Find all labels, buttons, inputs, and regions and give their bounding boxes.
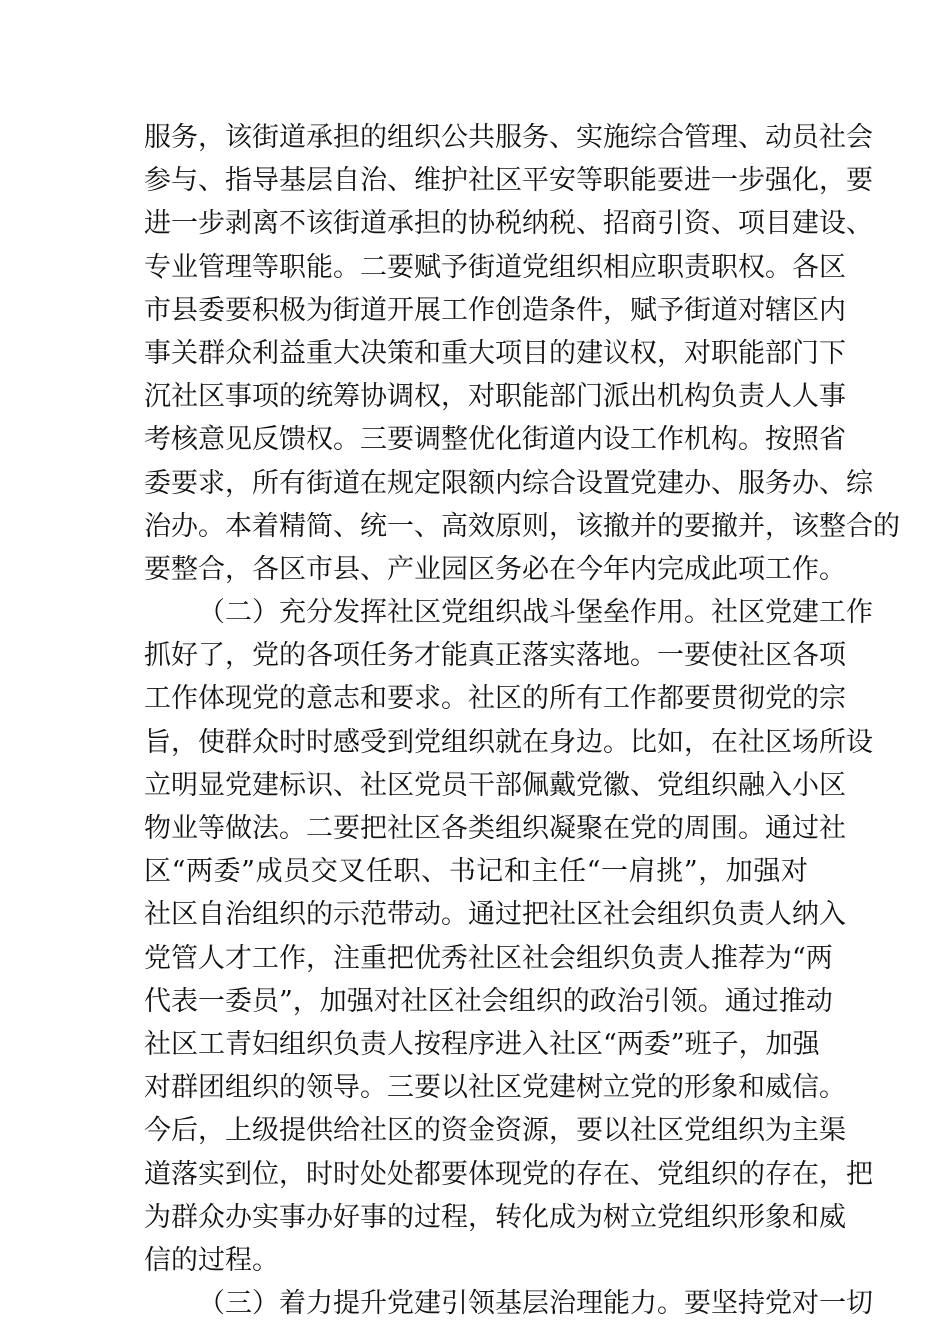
text-line: 党管人才工作，注重把优秀社区社会组织负责人推荐为“两 <box>144 942 833 974</box>
text-line: 信的过程。 <box>144 1244 279 1276</box>
text-line: 抓好了，党的各项任务才能真正落实落地。一要使社区各项 <box>144 640 846 672</box>
document-body <box>144 116 900 1325</box>
text-line: 代表一委员”，加强对社区社会组织的政治引领。通过推动 <box>144 985 833 1017</box>
text-line: 要整合，各区市县、产业园区务必在今年内完成此项工作。 <box>144 553 846 585</box>
text-line: 社区自治组织的示范带动。通过把社区社会组织负责人纳入 <box>144 899 846 931</box>
text-line: 社区工青妇组织负责人按程序进入社区“两委”班子，加强 <box>144 1028 820 1060</box>
text-line: 服务，该街道承担的组织公共服务、实施综合管理、动员社会 <box>144 122 873 153</box>
text-line: （二）充分发挥社区党组织战斗堡垒作用。社区党建工作 <box>198 597 873 629</box>
text-line: 工作体现党的意志和要求。社区的所有工作都要贯彻党的宗 <box>144 683 846 715</box>
text-line: 物业等做法。二要把社区各类组织凝聚在党的周围。通过社 <box>144 813 846 844</box>
text-line: 区“两委”成员交叉任职、书记和主任“一肩挑”，加强对 <box>144 856 808 888</box>
text-line: 专业管理等职能。二要赋予街道党组织相应职责职权。各区 <box>144 251 846 283</box>
text-line: 对群团组织的领导。三要以社区党建树立党的形象和威信。 <box>144 1072 846 1104</box>
text-line: 进一步剥离不该街道承担的协税纳税、招商引资、项目建设、 <box>144 208 873 240</box>
text-line: 旨，使群众时时感受到党组织就在身边。比如，在社区场所设 <box>144 726 873 758</box>
text-line: 今后，上级提供给社区的资金资源，要以社区党组织为主渠 <box>144 1115 846 1147</box>
text-line: （三）着力提升党建引领基层治理能力。要坚持党对一切 <box>198 1288 873 1320</box>
text-line: 委要求，所有街道在规定限额内综合设置党建办、服务办、综 <box>144 467 873 499</box>
text-line: 参与、指导基层自治、维护社区平安等职能要进一步强化，要 <box>144 165 873 197</box>
text-line: 治办。本着精简、统一、高效原则，该撤并的要撤并，该整合的 <box>144 510 900 542</box>
text-line: 事关群众利益重大决策和重大项目的建议权，对职能部门下 <box>144 337 846 369</box>
text-line: 沉社区事项的统筹协调权，对职能部门派出机构负责人人事 <box>144 381 846 413</box>
text-line: 道落实到位，时时处处都要体现党的存在、党组织的存在，把 <box>144 1158 873 1190</box>
text-line: 为群众办实事办好事的过程，转化成为树立党组织形象和威 <box>144 1201 846 1233</box>
text-line: 立明显党建标识、社区党员干部佩戴党徽、党组织融入小区 <box>144 769 846 801</box>
text-line: 市县委要积极为街道开展工作创造条件，赋予街道对辖区内 <box>144 294 846 326</box>
text-line: 考核意见反馈权。三要调整优化街道内设工作机构。按照省 <box>144 424 846 456</box>
